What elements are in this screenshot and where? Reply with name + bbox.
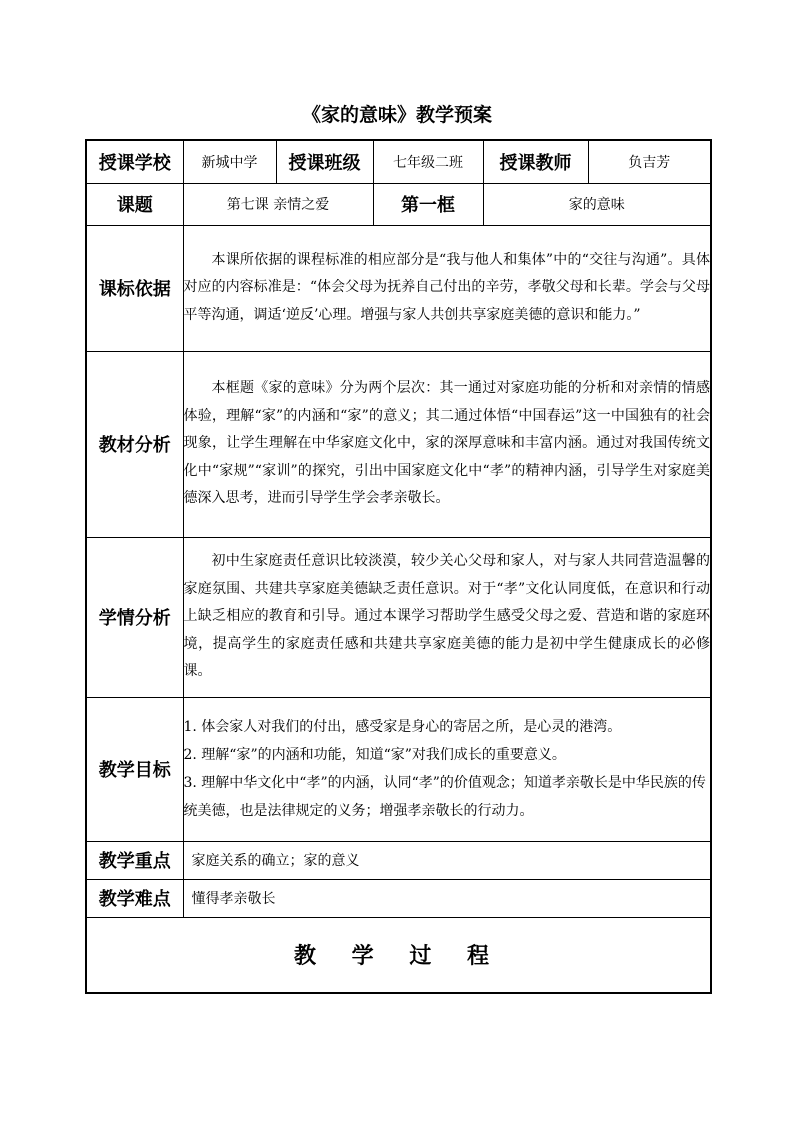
students-text-cell [183, 537, 711, 697]
standard-text-cell [183, 225, 711, 351]
frame-label: 第一框 [373, 183, 483, 225]
key-point-row [86, 841, 711, 879]
material-row [86, 351, 711, 537]
topic-value: 第七课 亲情之爱 [183, 183, 373, 225]
difficulty-text: 懂得孝亲敬长 [183, 879, 711, 917]
standard-text: 本课所依据的课程标准的相应部分是“我与他人和集体”中的“交往与沟通”。具体对应的内容标准是：“体会父母为抚养自己付出的辛劳，孝敬父母和长辈。学会与父母平等沟通，调适‘逆反’心理。增强与家人共创共享家庭美德的意识和能力。” [183, 251, 710, 323]
difficulty-label: 教学难点 [86, 879, 183, 917]
standard-label: 课标依据 [86, 225, 183, 351]
material-label: 教材分析 [86, 351, 183, 537]
teacher-value: 负吉芳 [588, 140, 711, 183]
frame-value: 家的意味 [483, 183, 711, 225]
class-label: 授课班级 [276, 140, 373, 183]
lesson-plan-table [85, 139, 712, 994]
goals-row [86, 697, 711, 841]
school-label: 授课学校 [86, 140, 183, 183]
process-heading: 教 学 过 程 [86, 917, 711, 993]
topic-label: 课题 [86, 183, 183, 225]
students-row [86, 537, 711, 697]
goal-item: 2. 理解“家”的内涵和功能，知道“家”对我们成长的重要意义。 [183, 747, 566, 763]
key-point-label: 教学重点 [86, 841, 183, 879]
students-text: 初中生家庭责任意识比较淡漠，较少关心父母和家人，对与家人共同营造温馨的家庭氛围、共建共享家庭美德缺乏责任意识。对于“孝”文化认同度低，在意识和行动上缺乏相应的教育和引导。通过本课学习帮助学生感受父母之爱、营造和谐的家庭环境，提高学生的家庭责任感和共建共享家庭美德的能力是初中学生健康成长的必修课。 [183, 553, 710, 680]
topic-row [86, 183, 711, 225]
school-value: 新城中学 [183, 140, 276, 183]
goals-list [183, 697, 711, 841]
goal-item: 3. 理解中华文化中“孝”的内涵，认同“孝”的价值观念；知道孝亲敬长是中华民族的传统美德，也是法律规定的义务；增强孝亲敬长的行动力。 [183, 775, 706, 819]
material-text: 本框题《家的意味》分为两个层次：其一通过对家庭功能的分析和对亲情的情感体验，理解“家”的内涵和“家”的意义；其二通过体悟“中国春运”这一中国独有的社会现象，让学生理解在中华家庭文化中，家的深厚意味和丰富内涵。通过对我国传统文化中“家规”“家训”的探究，引出中国家庭文化中“孝”的精神内涵，引导学生对家庭美德深入思考，进而引导学生学会孝亲敬长。 [183, 380, 710, 507]
students-label: 学情分析 [86, 537, 183, 697]
goal-item: 1. 体会家人对我们的付出，感受家是身心的寄居之所，是心灵的港湾。 [183, 719, 622, 735]
process-row [86, 917, 711, 993]
key-point-text: 家庭关系的确立；家的意义 [183, 841, 711, 879]
material-text-cell [183, 351, 711, 537]
standard-row [86, 225, 711, 351]
teacher-label: 授课教师 [483, 140, 588, 183]
header-row [86, 140, 711, 183]
class-value: 七年级二班 [373, 140, 483, 183]
document-title: 《家的意味》教学预案 [301, 104, 492, 126]
goals-label: 教学目标 [86, 697, 183, 841]
difficulty-row [86, 879, 711, 917]
